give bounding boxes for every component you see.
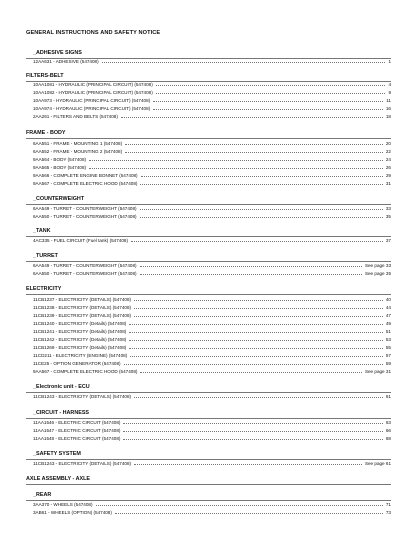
toc-entry-text: 11CE25 - OPTION GENERATOR (547408) — [33, 360, 121, 366]
section-heading: FILTERS-BELT — [26, 73, 64, 79]
toc-entry-text: 6AA549 - TURRET - COUNTERWEIGHT (547408) — [33, 262, 137, 268]
subsection-heading: _CIRCUIT - HARNESS — [33, 410, 90, 416]
heading-rule — [26, 204, 391, 205]
toc-entry-text: 10AA1081 - HYDRAULIC (PRINCIPAL CIRCUIT) (547408) — [33, 81, 153, 87]
toc-entry[interactable] — [33, 214, 391, 220]
toc-entry-text: 9AA567 - COMPLETE ELECTRIC HOOD (547408) — [33, 368, 138, 374]
toc-entry[interactable] — [33, 361, 391, 367]
toc-entry[interactable] — [33, 90, 391, 96]
dot-leader — [123, 423, 382, 424]
toc-page-number: 61 — [385, 393, 391, 399]
dot-leader — [96, 505, 383, 506]
toc-entry-text: 11CB1243 - ELECTRICITY (DETAILS) (547408) — [33, 460, 132, 466]
toc-entry-text: 11CB1239 - ELECTRICITY (DETAILS) (547408) — [33, 312, 132, 318]
toc-entry[interactable] — [33, 353, 391, 359]
toc-entry[interactable] — [33, 436, 391, 442]
toc-page-number: See page 33 — [364, 262, 391, 268]
dot-leader — [129, 340, 383, 341]
toc-page-number: 66 — [385, 427, 391, 433]
toc-entry[interactable] — [33, 82, 391, 88]
dot-leader — [129, 348, 383, 349]
toc-entry-text: 10AA973 - HYDRAULIC (PRINCIPAL CIRCUIT) (547408) — [33, 97, 151, 103]
dot-leader — [121, 117, 383, 118]
toc-page-number: 24 — [385, 156, 391, 162]
toc-page-number: 63 — [385, 419, 391, 425]
subsection-heading: _TURRET — [33, 253, 58, 259]
dot-leader — [140, 209, 383, 210]
dot-leader — [140, 184, 382, 185]
toc-entry[interactable] — [33, 321, 391, 327]
toc-page-number: 11 — [386, 97, 391, 103]
toc-page-number: See page 31 — [364, 368, 391, 374]
toc-entry[interactable] — [33, 420, 391, 426]
toc-entry-text: 6AA549 - TURRET - COUNTERWEIGHT (547408) — [33, 205, 137, 211]
toc-page-number: 71 — [385, 501, 391, 507]
toc-entry-text: 6AA552 - FRAME - MOUNTING 2 (547408) — [33, 148, 123, 154]
heading-rule — [26, 500, 391, 501]
subsection-heading: _TANK — [33, 228, 51, 234]
toc-entry-text: 6AA550 - TURRET - COUNTERWEIGHT (547408) — [33, 213, 137, 219]
heading-rule — [26, 261, 391, 262]
dot-leader — [134, 464, 362, 465]
toc-entry-text: 6AA550 - TURRET - COUNTERWEIGHT (547408) — [33, 270, 137, 276]
toc-entry-text: 3AA370 - WHEELS (547408) — [33, 501, 93, 507]
toc-entry[interactable] — [33, 181, 391, 187]
dot-leader — [125, 152, 383, 153]
toc-entry-text: 3AB61 - WHEELS (OPTION) (547408) — [33, 509, 112, 515]
dot-leader — [89, 160, 383, 161]
heading-rule — [26, 459, 391, 460]
toc-page-number: 51 — [385, 328, 391, 334]
section-heading: FRAME - BODY — [26, 130, 66, 136]
dot-leader — [124, 364, 383, 365]
toc-page-number: 35 — [385, 213, 391, 219]
toc-entry-text: 6AA551 - FRAME - MOUNTING 1 (547408) — [33, 140, 123, 146]
toc-entry-text: 11AA1547 - ELECTRIC CIRCUIT (547408) — [33, 427, 121, 433]
toc-page-number: 26 — [385, 164, 391, 170]
toc-entry-text: 11CB1237 - ELECTRICITY (DETAILS) (547408) — [33, 296, 132, 302]
dot-leader — [141, 176, 383, 177]
dot-leader — [130, 356, 383, 357]
toc-page-number: See page 35 — [364, 270, 391, 276]
toc-page-number: 37 — [385, 237, 391, 243]
section-heading: AXLE ASSEMBLY - AXLE — [26, 476, 90, 482]
toc-entry[interactable] — [33, 337, 391, 343]
toc-entry[interactable] — [33, 394, 391, 400]
dot-leader — [102, 62, 386, 63]
toc-entry[interactable] — [33, 206, 391, 212]
heading-rule — [26, 236, 391, 237]
dot-leader — [156, 93, 386, 94]
dot-leader — [123, 439, 382, 440]
toc-entry-text: 2AA261 - FILTERS AND BELTS (547408) — [33, 113, 118, 119]
dot-leader — [134, 308, 383, 309]
toc-entry-text: 11CB1269 - ELECTRICITY (Details) (547408) — [33, 344, 127, 350]
subsection-heading: _REAR — [33, 492, 52, 498]
toc-entry-text: 9AA567 - COMPLETE ELECTRIC HOOD (547408) — [33, 180, 138, 186]
dot-leader — [125, 144, 383, 145]
heading-rule — [26, 418, 391, 419]
toc-entry-text: 11CB1241 - ELECTRICITY (Details) (547408) — [33, 328, 127, 334]
toc-page-number: 33 — [385, 205, 391, 211]
toc-page-number: 22 — [385, 148, 391, 154]
toc-page-number: 40 — [385, 296, 391, 302]
toc-entry[interactable] — [33, 114, 391, 120]
toc-entry-text: 10AA1082 - HYDRAULIC (PRINCIPAL CIRCUIT) (547408) — [33, 89, 153, 95]
subsection-heading: _ADHESIVE SIGNS — [33, 50, 82, 56]
dot-leader — [129, 332, 383, 333]
toc-entry[interactable] — [33, 238, 391, 244]
dot-leader — [140, 274, 362, 275]
toc-entry-text: 10AA974 - HYDRAULIC (PRINCIPAL CIRCUIT) (547408) — [33, 105, 151, 111]
toc-entry[interactable] — [33, 345, 391, 351]
toc-page-number: 29 — [385, 172, 391, 178]
toc-page-number: 31 — [385, 180, 391, 186]
toc-page-number: 59 — [385, 360, 391, 366]
toc-page-number: See page 61 — [364, 460, 391, 466]
toc-entry-text: 11CB1243 - ELECTRICITY (DETAILS) (547408) — [33, 393, 132, 399]
heading-rule — [26, 294, 391, 295]
dot-leader — [134, 397, 383, 398]
toc-entry[interactable] — [33, 173, 391, 179]
dot-leader — [153, 109, 383, 110]
toc-entry[interactable] — [33, 141, 391, 147]
dot-leader — [123, 431, 382, 432]
dot-leader — [153, 101, 383, 102]
toc-entry-text: 9AA564 - BODY (547408) — [33, 156, 87, 162]
toc-entry-text: 11CB1238 - ELECTRICITY (DETAILS) (547408) — [33, 304, 132, 310]
dot-leader — [115, 513, 383, 514]
subsection-heading: _Electronic unit - ECU — [33, 384, 90, 390]
toc-entry[interactable] — [33, 502, 391, 508]
toc-page-number: 49 — [385, 320, 391, 326]
toc-page-number: 44 — [385, 304, 391, 310]
toc-entry-text: 9AA565 - BODY (547408) — [33, 164, 87, 170]
toc-entry[interactable] — [33, 428, 391, 434]
toc-entry[interactable] — [33, 149, 391, 155]
subsection-heading: _COUNTERWEIGHT — [33, 196, 85, 202]
toc-entry[interactable] — [33, 165, 391, 171]
dot-leader — [140, 266, 362, 267]
heading-rule — [26, 484, 391, 485]
toc-entry-text: 4AC335 - FUEL CIRCUIT (Fuel tank) (547408) — [33, 237, 128, 243]
toc-page-number: 16 — [385, 105, 391, 111]
toc-page-number: 20 — [385, 140, 391, 146]
toc-page-number: 57 — [385, 352, 391, 358]
heading-rule — [26, 392, 391, 393]
toc-entry[interactable] — [33, 106, 391, 112]
toc-entry-text: 11CB1242 - ELECTRICITY (Details) (547408) — [33, 336, 127, 342]
toc-page-number: 4 — [388, 81, 391, 87]
heading-rule — [26, 138, 391, 139]
dot-leader — [89, 168, 383, 169]
toc-entry-text: 12AA631 - ADHESIVE (547408) — [33, 58, 99, 64]
toc-entry[interactable] — [33, 510, 391, 516]
toc-page-number: 47 — [385, 312, 391, 318]
toc-entry[interactable] — [33, 305, 391, 311]
toc-entry[interactable] — [33, 369, 391, 375]
toc-entry[interactable] — [33, 157, 391, 163]
toc-entry-text: 11CB1240 - ELECTRICITY (Details) (547408) — [33, 320, 127, 326]
toc-page-number: 53 — [385, 336, 391, 342]
toc-entry[interactable] — [33, 98, 391, 104]
page-title: GENERAL INSTRUCTIONS AND SAFETY NOTICE — [26, 30, 161, 36]
toc-entry[interactable] — [33, 461, 391, 467]
toc-page-number: 18 — [385, 113, 391, 119]
dot-leader — [129, 324, 383, 325]
toc-entry[interactable] — [33, 297, 391, 303]
toc-entry[interactable] — [33, 313, 391, 319]
toc-entry-text: 11AA1548 - ELECTRIC CIRCUIT (547408) — [33, 435, 121, 441]
dot-leader — [156, 85, 386, 86]
toc-entry-text: 11AA1546 - ELECTRIC CIRCUIT (547408) — [33, 419, 121, 425]
dot-leader — [131, 241, 383, 242]
toc-page-number: 1 — [388, 58, 391, 64]
toc-entry-text: 9AA566 - COMPLETE ENGINE BONNET (547408) — [33, 172, 138, 178]
toc-page-number: 68 — [385, 435, 391, 441]
toc-page-number: 73 — [385, 509, 391, 515]
toc-entry[interactable] — [33, 263, 391, 269]
toc-page-number: 9 — [388, 89, 391, 95]
dot-leader — [134, 300, 383, 301]
section-heading: ELECTRICITY — [26, 286, 62, 292]
dot-leader — [134, 316, 383, 317]
toc-entry[interactable] — [33, 329, 391, 335]
toc-entry[interactable] — [33, 59, 391, 65]
toc-entry-text: 11CD211 - ELECTRICITY (ENGINE) (547408) — [33, 352, 128, 358]
dot-leader — [140, 372, 362, 373]
dot-leader — [140, 217, 383, 218]
subsection-heading: _SAFETY SYSTEM — [33, 451, 81, 457]
toc-entry[interactable] — [33, 271, 391, 277]
toc-page-number: 55 — [385, 344, 391, 350]
